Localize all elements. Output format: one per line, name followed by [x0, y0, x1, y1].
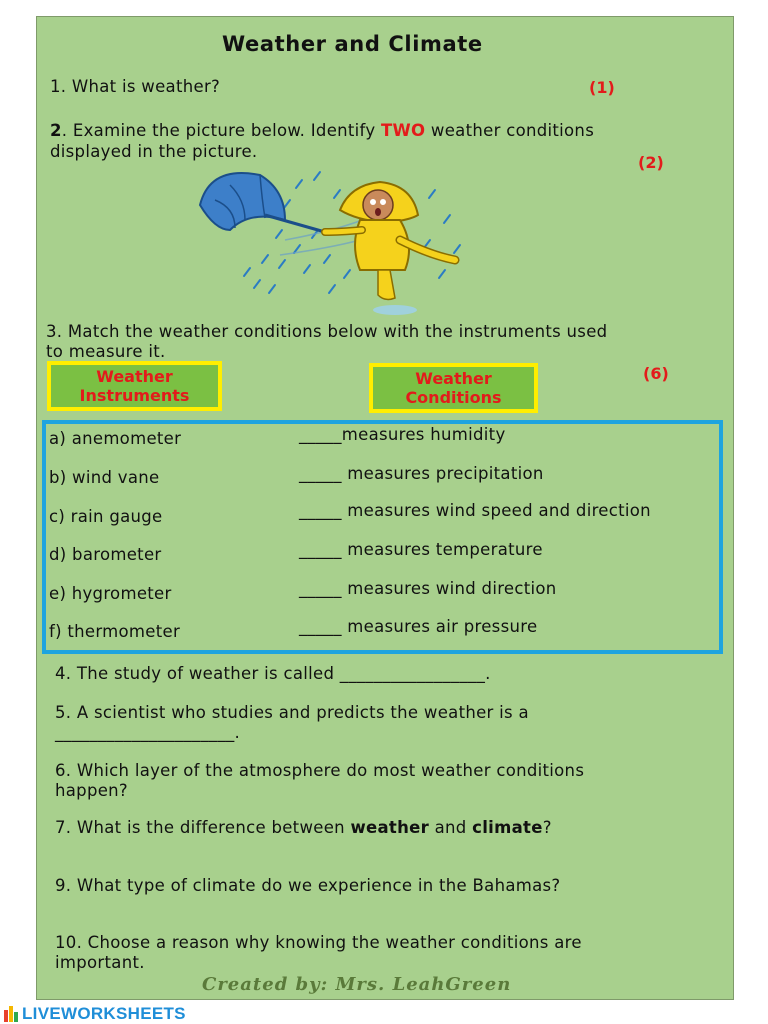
question-10: 10. Choose a reason why knowing the weather conditions are [55, 933, 582, 952]
question-4[interactable]: 4. The study of weather is called _________________. [55, 664, 491, 683]
question-2-text-a: . Examine the picture below. Identify [61, 121, 381, 140]
question-6-line-2: happen? [55, 781, 128, 800]
question-2-line-2: displayed in the picture. [50, 142, 258, 161]
condition-answer-blank[interactable]: _____ measures wind speed and direction [299, 501, 651, 520]
condition-answer-blank[interactable]: _____measures humidity [299, 425, 506, 444]
question-1: 1. What is weather? [50, 77, 221, 96]
question-2-highlight: TWO [381, 121, 426, 140]
condition-answer-blank[interactable]: _____ measures wind direction [299, 579, 557, 598]
question-7-text-a: 7. What is the difference between [55, 818, 351, 837]
child-in-raincoat-icon [325, 182, 455, 315]
question-3-marks: (6) [643, 364, 669, 383]
weather-conditions-header [369, 363, 538, 413]
brand-name: LIVEWORKSHEETS [22, 1004, 186, 1023]
header-line: Weather [415, 369, 492, 388]
question-1-marks: (1) [589, 78, 615, 97]
question-7 [55, 818, 552, 838]
condition-answer-blank[interactable]: _____ measures precipitation [299, 464, 544, 483]
header-line: Weather [96, 367, 173, 386]
liveworksheets-brand[interactable] [4, 1004, 186, 1024]
question-7-text-b: and [429, 818, 473, 837]
question-2-marks: (2) [638, 153, 664, 172]
credit-line: Created by: Mrs. LeahGreen [202, 974, 512, 995]
instrument-item: e) hygrometer [49, 584, 172, 603]
liveworksheets-logo-icon [4, 1006, 20, 1022]
instrument-item: c) rain gauge [49, 507, 163, 526]
condition-answer-blank[interactable]: _____ measures air pressure [299, 617, 538, 636]
question-7-text-c: ? [542, 818, 552, 837]
header-line: Conditions [405, 388, 502, 407]
question-9: 9. What type of climate do we experience in the Bahamas? [55, 876, 561, 895]
question-10-line-2: important. [55, 953, 145, 972]
question-7-bold-climate: climate [472, 818, 543, 837]
instrument-item: a) anemometer [49, 429, 182, 448]
question-2 [50, 121, 594, 141]
question-3: 3. Match the weather conditions below with the instruments used [46, 322, 608, 341]
question-2-text-b: weather conditions [425, 121, 595, 140]
umbrella-icon [200, 173, 325, 232]
instrument-item: f) thermometer [49, 622, 181, 641]
question-5-answer-blank[interactable]: _____________________. [55, 723, 241, 742]
header-line: Instruments [79, 386, 190, 405]
instrument-item: b) wind vane [49, 468, 160, 487]
condition-answer-blank[interactable]: _____ measures temperature [299, 540, 543, 559]
question-6: 6. Which layer of the atmosphere do most weather conditions [55, 761, 585, 780]
question-3-line-2: to measure it. [46, 342, 166, 361]
instrument-item: d) barometer [49, 545, 162, 564]
weather-instruments-header [47, 361, 222, 411]
question-7-bold-weather: weather [350, 818, 430, 837]
question-5: 5. A scientist who studies and predicts the weather is a [55, 703, 529, 722]
girl-in-rain-illustration [190, 160, 480, 320]
page-title: Weather and Climate [222, 32, 483, 56]
question-2-number: 2 [50, 121, 62, 140]
